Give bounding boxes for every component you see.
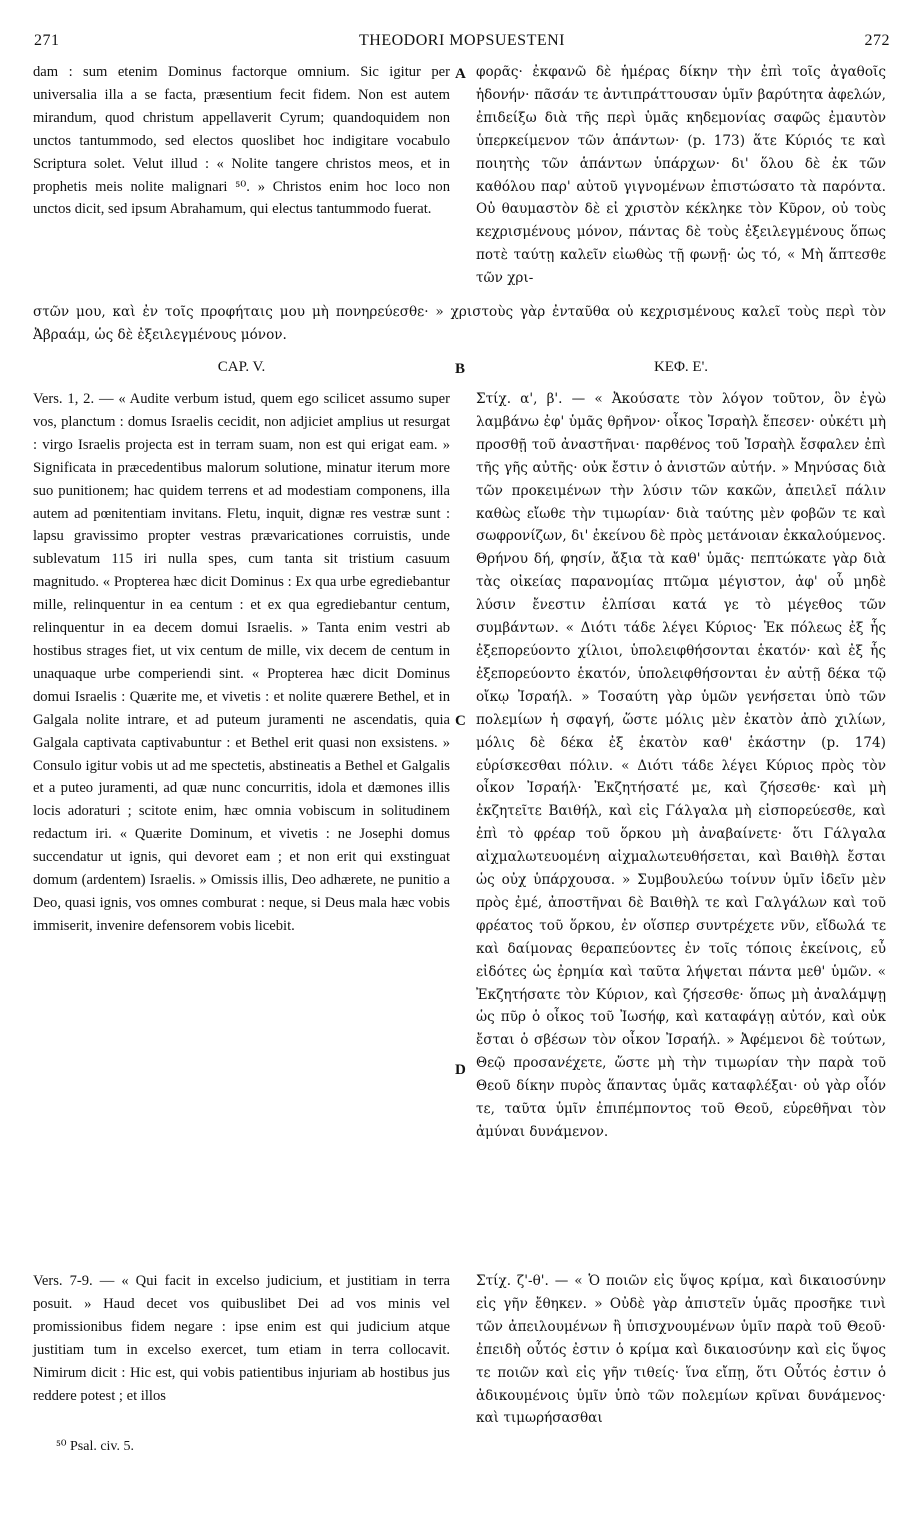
latin-column-bottom <box>33 1270 450 1410</box>
latin-column-top <box>33 61 450 319</box>
latin-paragraph-top: dam : sum etenim Dominus factorque omnium. Sic igitur per universalia illa a se facta, præsentium fecit fidem. Non est autem mirandum, quod christum appellaverit Cyrum; quandoquidem non unctos tantummodo, sed electos quoslibet hoc indigitare vocabulo Scriptura solet. Velut illud : « Nolite tangere christos meos, et in prophetis meis nolite malignari ⁵⁰. » Christos enim hoc loco non unctos dicit, sed ipsum Abrahamum, qui electus tantummodo fuerat. <box>33 64 450 218</box>
latin-chapter-heading: CAP. V. <box>217 359 266 375</box>
running-header <box>34 32 890 54</box>
greek-paragraph-main: Στίχ. α', β'. — « Ἀκούσατε τὸν λόγον τοῦτον, ὃν ἐγὼ λαμβάνω ἐφ' ὑμᾶς θρῆνον· οἶκος Ἰσραὴλ ἔπεσεν· οὐκέτι μὴ προσθῇ τοῦ ἀναστῆναι· παρθένος τοῦ Ἰσραὴλ ἔσφαλεν ἐπὶ τῆς γῆς αὐτῆς· οὐκ ἔστιν ὁ ἀνιστῶν αὐτήν. » Μηνύσας διὰ τῶν προκειμένων τὴν λύσιν τῶν κακῶν, ἀπειλεῖ πάλιν καθὼς εἴωθε τὴν τιμωρίαν· διὰ ταύτης μὲν φοβῶν τε καὶ σωφρονίζων, δι' ἐκείνου δὲ πρὸς μετάνοιαν ἐκκαλούμενος. Θρήνου δή, φησίν, ἄξια τὰ καθ' ὑμᾶς· πεπτώκατε γὰρ διὰ τὰς οἰκείας παρανομίας πτῶμα μέγιστον, ἀφ' οὗ μηδὲ λύσιν ἔνεστιν ἐλπίσαι κατά γε τὸ μέγεθος τῶν συμβάντων. « Διότι τάδε λέγει Κύριος· Ἐκ πόλεως ἐξ ἧς ἐξεπορεύοντο χίλιοι, ὑπολειφθήσονται ἑκατόν· καὶ ἐξ ἧς ἐξεπορεύοντο ἑκατόν, ὑπολειφθήσονται ἐν αὐτῇ δέκα τῷ οἴκῳ Ἰσραήλ. » Τοσαύτη γὰρ ὑμῶν γενήσεται ὑπὸ τῶν πολεμίων ἡ σφαγή, ὥστε μόλις μὲν ἑκατὸν ἀπὸ χιλίων, μόλις δὲ δέκα ἐξ ἑκατὸν καθ' ἑκάστην (p. 174) εὑρίσκεσθαι πόλιν. « Διότι τάδε λέγει Κύριος πρὸς τὸν οἶκον Ἰσραήλ· Ἐκζητήσατέ με, καὶ ζήσεσθε· καὶ μὴ ἐκζητεῖτε Βαιθήλ, καὶ εἰς Γάλγαλα μὴ εἰσπορεύεσθε, καὶ ἐπὶ τὸ φρέαρ τοῦ ὅρκου μὴ ἀναβαίνετε· ὅτι Γάλγαλα αἰχμαλωτευομένη αἰχμαλωτευθήσεται, καὶ Βαιθὴλ ἔσται ὡς οὐχ ὑπάρχουσα. » Συμβουλεύω τοίνυν ὑμῖν ἰδεῖν μὲν πρὸς ἐμέ, ἀποστῆναι δὲ Βαιθὴλ τε καὶ Γαλγάλων καὶ τοῦ φρέατος τοῦ ὅρκου, ἐν οἵσπερ συντρέχετε νῦν, εἴδωλά τε καὶ δαίμονας θεραπεύοντες ἐν τοῖς τόποις ἐκείνοις, εὖ εἰδότες ὡς ἐρημία καὶ ταῦτα λήψεται πάντα μεθ' ὑμῶν. « Ἐκζητήσατε τὸν Κύριον, καὶ ζήσεσθε· ὅπως μὴ ἀναλάμψῃ ὡς πῦρ ὁ οἶκος τοῦ Ἰωσήφ, καὶ καταφάγῃ αὐτόν, καὶ οὐκ ἔσται ὁ σβέσων τὸν οἶκον Ἰσραήλ. » Ἀφέμενοι δὲ τούτων, Θεῷ προσανέχετε, ὥστε μὴ τὴν τιμωρίαν τὴν παρὰ τοῦ Θεοῦ δίκην πυρὸς ἅπαντας ὑμᾶς καταφλέξαι· οὐ γὰρ οἷόν τε, ταῦτα ὑμῖν ἐπιπέμποντος τοῦ Θεοῦ, εὑρεθῆναι τὸν ἀμύναι δυνάμενον. <box>476 391 886 1140</box>
margin-marker-a: A <box>455 66 466 82</box>
running-title: THEODORI MOPSUESTENI <box>359 32 565 49</box>
margin-marker-d: D <box>455 1062 466 1078</box>
margin-marker-c: C <box>455 713 466 729</box>
footnote: ⁵⁰ Psal. civ. 5. <box>56 1439 135 1454</box>
greek-column-bottom <box>476 1270 886 1427</box>
greek-paragraph-bottom: Στίχ. ζ'-θ'. — « Ὁ ποιῶν εἰς ὕψος κρίμα, καὶ δικαιοσύνην εἰς γῆν ἔθηκεν. » Οὐδὲ γὰρ ἀπιστεῖν ὑμᾶς προσῆκε τινὶ τῶν ἀπειλουμένων ἢ ὑπισχνουμένων ὑμῖν παρὰ τοῦ Θεοῦ· ἐπειδὴ οὗτός ἐστιν ὁ κρίμα καὶ δικαιοσύνην καὶ εἰς ὕψος τε ποιῶν καὶ εἰς γῆν τιθείς· ἵνα εἴπῃ, ὅτι Οὗτός ἐστιν ὁ ἀδικουμένοις ὑμῖν ὑπὸ τῶν πολεμίων κρῖναι δυνάμενος· καὶ τιμωρήσασθαι <box>476 1273 886 1427</box>
greek-chapter-heading: ΚΕΦ. Ε'. <box>653 359 709 375</box>
latin-column-main <box>33 388 450 1188</box>
margin-marker-b: B <box>455 361 466 377</box>
greek-full-width-text: στῶν μου, καὶ ἐν τοῖς προφήταις μου μὴ πονηρεύεσθε· » χριστοὺς γὰρ ἐνταῦθα οὐ κεχρισμένους καλεῖ τοὺς περὶ τὸν Ἀβραάμ, ὡς δὲ ἐξειλεγμένους μόνον. <box>33 304 886 343</box>
latin-paragraph-bottom: Vers. 7-9. — « Qui facit in excelso judicium, et justitiam in terra posuit. » Haud decet vos quibuslibet Dei ad vos minis vel promissionibus fidem negare : ipse enim est qui judicium atque justitiam tum in excelso exercet, tum etiam in terra collocavit. Nimirum dicit : Hic est, qui vobis patientibus injuriam ab hostibus jus reddere potest ; et illos <box>33 1273 450 1404</box>
greek-column-main <box>476 388 886 1256</box>
greek-column-top <box>476 61 886 319</box>
left-page-number: 271 <box>34 32 60 49</box>
latin-paragraph-main: Vers. 1, 2. — « Audite verbum istud, quem ego scilicet assumo super vos, planctum : domus Israelis cecidit, non adjiciet amplius ut resurgat : virgo Israelis projecta est in terram suam, non est qui erigat eam. » Significata in præcedentibus malorum solutione, minatur iterum more suo punitionem; hac quidem terrens et ad modestiam componens, illa autem ad pœnitentiam invitans. Fletu, inquit, dignæ res vestræ sunt : lapsu gravissimo propter vestras prævaricationes corruistis, unde sublevatum 115 iri nulla spes, cum tanta sit tristium casuum magnitudo. « Propterea hæc dicit Dominus : Ex qua urbe egrediebantur mille, relinquentur in ea centum : et ex qua egrediebantur centum, relinquentur in ea decem domui Israelis. » Tanta enim vestri ab hostibus strages fiet, ut vix centum de mille, vix decem de centum in unaquaque urbe comperiendi sint. « Propterea hæc dicit Dominus domui Israelis : Quærite me, et vivetis : et nolite quærere Bethel, et in Galgala nolite intrare, et ad puteum juramenti ne ascendatis, quia Galgala captivata captivabuntur : et Bethel erit quasi non exsistens. » Consulo igitur vobis ut ad me spectetis, abstineatis a Bethel et Galgalis et a puteo juramenti, ad quæ nunc concurritis, idola et dæmones illis locis adoraturi ; scitote enim, hæc omnia vobiscum in solitudinem redactum iri. « Quærite Dominum, et vivetis : ne Josephi domus succendatur ut ignis, qui devoret eam ; et non erit qui exstinguat domum (ardentem) Israelis. » Omissis illis, Deo adhærete, ne punitio a Deo, quasi ignis, vos omnes comburat : neque, si Deus mala hæc vobis immiserit, invenire defensorem vobis licebit. <box>33 391 450 934</box>
right-page-number: 272 <box>864 32 890 49</box>
greek-paragraph-top: φορᾶς· ἐκφανῶ δὲ ἡμέρας δίκην τὴν ἐπὶ τοῖς ἀγαθοῖς ἡδονήν· πᾶσάν τε ἀντιπράττουσαν ὑμῖν βαρύτητα ἀφελών, ἐπιδείξω διὰ τῆς περὶ ὑμᾶς κηδεμονίας σαφῶς ἐμαυτὸν ὑπερκείμενον τῶν ἁπάντων· (p. 173) ἅτε Κύριός τε καὶ ποιητὴς τῶν ἁπάντων ὑπάρχων· δι' ὅλου δὲ ἐκ τῶν καθόλου παρ' αὐτοῦ γιγνομένων ἐπιστώσατο τὰ παρόντα. Οὐ θαυμαστὸν δὲ εἰ χριστὸν κέκληκε τὸν Κῦρον, οὐ τοὺς κεχρισμένους μόνον, πάντας δὲ τοὺς ἐξειλεγμένους ὅπως ποτὲ ταύτῃ καλεῖν εἰωθὼς τῇ φωνῇ· ὡς τό, « Μὴ ἅπτεσθε τῶν χρι- <box>476 64 886 287</box>
